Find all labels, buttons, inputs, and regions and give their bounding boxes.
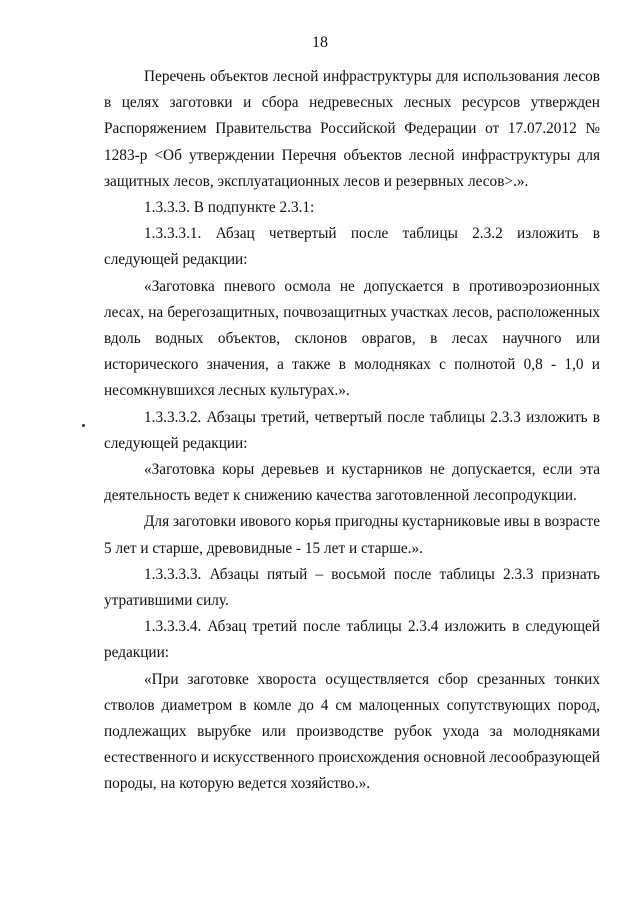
document-body — [104, 64, 600, 798]
paragraph-infrastructure-list: Перечень объектов лесной инфраструктуры для использования лесов в целях заготовки и сбора недревесных лесных ресурсов утвержден Распоряжением Правительства Российской Федерации от 17.07.2012 № 1283-р <Об утверждении Перечня объектов лесной инфраструктуры для защитных лесов, эксплуатационных лесов и резервных лесов>.». — [104, 68, 600, 190]
paragraph-item-1-3-3-3-2: 1.3.3.3.2. Абзацы третий, четвертый после таблицы 2.3.3 изложить в следующей редакции: — [104, 408, 600, 452]
paragraph-quote-stump-resin: «Заготовка пневого осмола не допускается в противоэрозионных лесах, на берегозащитных, почвозащитных участках лесов, расположенных вдоль водных объектов, склонов оврагов, в лесах научного или исторического значения, а также в молодняках с полнотой 0,8 - 1,0 и несомкнувшихся лесных культурах.». — [104, 277, 600, 400]
scan-speck — [82, 424, 85, 427]
paragraph-willow-bark: Для заготовки ивового корья пригодны кустарниковые ивы в возрасте 5 лет и старше, древовидные - 15 лет и старше.». — [104, 513, 600, 557]
paragraph-item-1-3-3-3-4: 1.3.3.3.4. Абзац третий после таблицы 2.3.4 изложить в следующей редакции: — [104, 618, 600, 662]
paragraph-item-1-3-3-3-3: 1.3.3.3.3. Абзацы пятый – восьмой после таблицы 2.3.3 признать утратившими силу. — [104, 565, 600, 610]
paragraph-item-1-3-3-3: 1.3.3.3. В подпункте 2.3.1: — [144, 199, 315, 217]
paragraph-quote-brushwood: «При заготовке хвороста осуществляется сбор срезанных тонких стволов диаметром в комле до 4 см малоценных сопутствующих пород, подлежащих вырубке или производстве рубок ухода за молодняками естественного и искусственного происхождения основной лесообразующей породы, на которую ведется хозяйство.». — [104, 670, 600, 793]
paragraph-quote-bark: «Заготовка коры деревьев и кустарников не допускается, если эта деятельность ведет к снижению качества заготовленной лесопродукции. — [104, 461, 600, 505]
paragraph-item-1-3-3-3-1: 1.3.3.3.1. Абзац четвертый после таблицы 2.3.2 изложить в следующей редакции: — [104, 225, 600, 269]
page-number: 18 — [312, 34, 328, 51]
